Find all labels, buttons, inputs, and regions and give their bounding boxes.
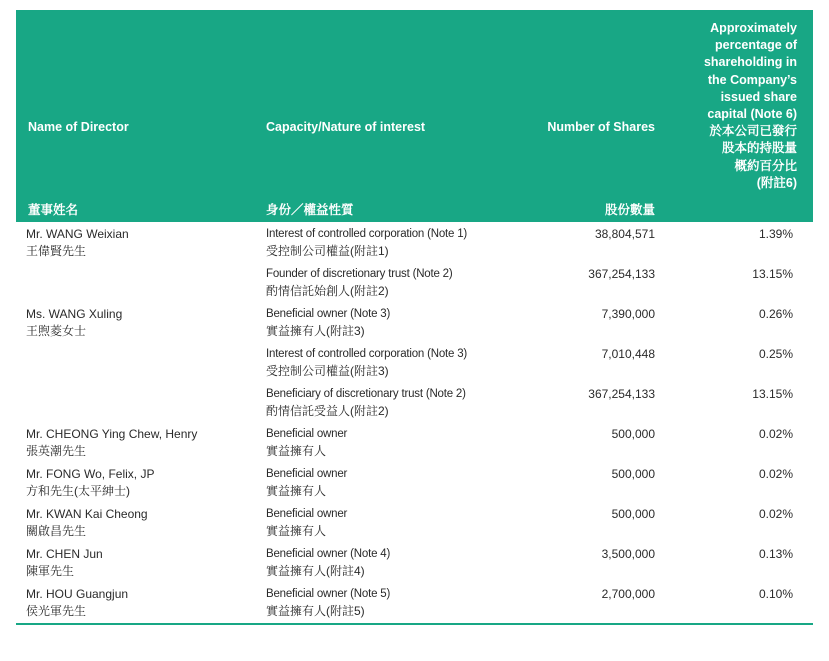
capacity (266, 506, 347, 540)
director-name-en: Mr. KWAN Kai Cheong (26, 507, 148, 521)
header-shares-en: Number of Shares (547, 120, 655, 134)
shareholding-percentage: 0.02% (758, 467, 793, 481)
header-pct-line: issued share (720, 89, 797, 104)
capacity-en: Beneficial owner (266, 468, 348, 480)
director-name-zh: 關啟昌先生 (26, 524, 87, 538)
table-row (16, 222, 813, 262)
capacity-zh: 酌情信託始創人(附註2) (266, 284, 389, 298)
capacity-zh: 實益擁有人 (266, 484, 327, 498)
number-of-shares: 7,390,000 (601, 307, 655, 321)
header-percentage (647, 20, 797, 192)
header-pct-line: shareholding in (703, 55, 797, 70)
header-pct-line: 概約百分比 (734, 158, 797, 173)
header-pct-line: capital (Note 6) (707, 107, 797, 122)
header-pct-line: percentage of (715, 38, 797, 53)
capacity (266, 586, 390, 620)
director-name (26, 546, 103, 580)
capacity-en: Interest of controlled corporation (Note 3) (266, 348, 468, 360)
director-name-zh: 張英潮先生 (26, 444, 87, 458)
capacity-en: Beneficial owner (Note 4) (266, 548, 391, 560)
number-of-shares: 2,700,000 (601, 587, 655, 601)
director-name-zh: 陳軍先生 (26, 564, 75, 578)
number-of-shares: 367,254,133 (588, 387, 655, 401)
director-name-zh: 方和先生(太平紳士) (26, 484, 130, 498)
capacity (266, 266, 453, 300)
bottom-rule (16, 623, 813, 625)
director-name-zh: 王煦菱女士 (26, 324, 87, 338)
table-row (16, 302, 813, 342)
number-of-shares: 367,254,133 (588, 267, 655, 281)
director-name (26, 306, 122, 340)
capacity-en: Beneficiary of discretionary trust (Note 2) (266, 388, 466, 400)
director-name (26, 226, 129, 260)
header-capacity-zh: 身份／權益性質 (266, 203, 354, 217)
header-pct-line: (附註6) (756, 175, 797, 190)
capacity-zh: 實益擁有人 (266, 444, 327, 458)
director-name (26, 506, 148, 540)
shareholding-percentage: 0.02% (758, 507, 793, 521)
header-capacity-en: Capacity/Nature of interest (266, 120, 426, 134)
number-of-shares: 500,000 (611, 427, 655, 441)
capacity-zh: 酌情信託受益人(附註2) (266, 404, 389, 418)
director-name-en: Mr. CHEN Jun (26, 547, 103, 561)
table-row (16, 502, 813, 542)
number-of-shares: 500,000 (611, 467, 655, 481)
capacity (266, 346, 467, 380)
capacity-en: Founder of discretionary trust (Note 2) (266, 268, 453, 280)
director-name-zh: 王偉賢先生 (26, 244, 87, 258)
directors-interest-table (16, 10, 813, 625)
shareholding-percentage: 0.26% (758, 307, 793, 321)
capacity (266, 426, 347, 460)
director-name (26, 586, 128, 620)
table-row (16, 542, 813, 582)
director-name-zh: 侯光軍先生 (26, 604, 87, 618)
table-header (16, 10, 813, 222)
capacity (266, 226, 467, 260)
shareholding-percentage: 0.25% (758, 347, 793, 361)
shareholding-percentage: 0.02% (758, 427, 793, 441)
director-name-en: Mr. CHEONG Ying Chew, Henry (26, 427, 198, 441)
capacity (266, 386, 466, 420)
header-pct-line: 股本的持股量 (721, 141, 797, 156)
capacity-en: Interest of controlled corporation (Note 1) (266, 228, 468, 240)
number-of-shares: 500,000 (611, 507, 655, 521)
capacity-en: Beneficial owner (266, 508, 348, 520)
table-row (16, 462, 813, 502)
capacity-zh: 受控制公司權益(附註1) (266, 244, 389, 258)
capacity-zh: 實益擁有人(附註5) (266, 604, 365, 618)
director-name-en: Mr. HOU Guangjun (26, 587, 129, 601)
table-row (16, 342, 813, 382)
header-shares-zh: 股份數量 (604, 203, 655, 217)
capacity (266, 546, 390, 580)
table-row (16, 382, 813, 422)
header-pct-line: the Company’s (707, 72, 797, 87)
number-of-shares: 3,500,000 (601, 547, 655, 561)
capacity (266, 466, 347, 500)
capacity-zh: 實益擁有人(附註4) (266, 564, 365, 578)
capacity-zh: 受控制公司權益(附註3) (266, 364, 389, 378)
director-name-en: Mr. WANG Weixian (26, 227, 129, 241)
capacity-en: Beneficial owner (266, 428, 348, 440)
header-pct-line: Approximately (710, 21, 797, 35)
table-row (16, 582, 813, 622)
number-of-shares: 7,010,448 (601, 347, 655, 361)
header-name-zh: 董事姓名 (28, 203, 79, 217)
table-body (16, 222, 813, 622)
header-name-en: Name of Director (28, 120, 129, 134)
capacity-zh: 實益擁有人(附註3) (266, 324, 365, 338)
shareholding-percentage: 13.15% (752, 387, 793, 401)
shareholding-percentage: 13.15% (752, 267, 793, 281)
table-row (16, 262, 813, 302)
number-of-shares: 38,804,571 (594, 227, 655, 241)
capacity (266, 306, 390, 340)
shareholding-percentage: 0.10% (758, 587, 793, 601)
shareholding-percentage: 1.39% (758, 227, 793, 241)
capacity-en: Beneficial owner (Note 5) (266, 588, 391, 600)
capacity-zh: 實益擁有人 (266, 524, 327, 538)
director-name-en: Ms. WANG Xuling (26, 307, 123, 321)
director-name-en: Mr. FONG Wo, Felix, JP (26, 467, 155, 481)
capacity-en: Beneficial owner (Note 3) (266, 308, 391, 320)
header-pct-line: 於本公司已發行 (709, 124, 797, 139)
table-row (16, 422, 813, 462)
director-name (26, 466, 154, 500)
director-name (26, 426, 197, 460)
shareholding-percentage: 0.13% (758, 547, 793, 561)
